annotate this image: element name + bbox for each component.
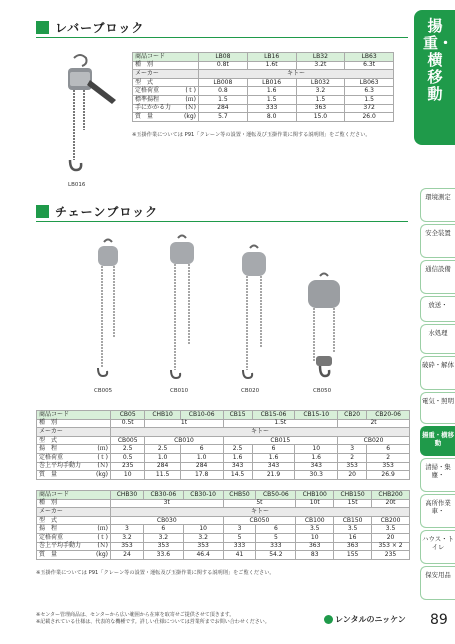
- brand-mark-icon: [324, 615, 333, 624]
- row-label: 定格荷重 (ｔ): [37, 453, 111, 462]
- cell: 1.6: [247, 87, 296, 96]
- cell: 0.8: [199, 87, 248, 96]
- cell: 17.8: [180, 471, 223, 480]
- cell: 6: [143, 525, 183, 534]
- cell: 20: [338, 471, 367, 480]
- cell: 3.2: [143, 533, 183, 542]
- index-item-7-active[interactable]: [420, 426, 455, 456]
- lever-block-photo: [40, 52, 126, 180]
- cell: 5.7: [199, 113, 248, 122]
- cell: CHB150: [334, 491, 372, 500]
- index-item-6[interactable]: [420, 392, 455, 424]
- index-label: 破砕・解体: [422, 361, 454, 369]
- cell: CB30-06: [143, 491, 183, 500]
- index-label: 放送・: [428, 301, 448, 309]
- index-label: 揚重・横移動: [422, 431, 454, 447]
- cell: 2: [338, 453, 367, 462]
- cell: 3.5: [334, 525, 372, 534]
- table-row: [133, 61, 394, 70]
- cell: 20t: [372, 499, 410, 508]
- row-label: 手にかかる力 (Ｎ): [133, 104, 199, 113]
- footer-notes: [36, 612, 270, 626]
- cell: 353: [338, 462, 367, 471]
- photo-caption-cb005: CB005: [94, 388, 113, 394]
- table-row: [37, 436, 410, 445]
- table-row: [37, 419, 410, 428]
- cell: 343: [295, 462, 338, 471]
- cell: キトー: [199, 70, 394, 79]
- type-label: 種 別: [37, 499, 111, 508]
- table-row: [37, 533, 410, 542]
- cell: キトー: [111, 508, 410, 517]
- code-label: 商品コード: [37, 491, 111, 500]
- table-row: [133, 78, 394, 87]
- table-row: [37, 471, 410, 480]
- cell: 21.9: [252, 471, 295, 480]
- cell: 5: [256, 533, 296, 542]
- cell: 15.0: [296, 113, 345, 122]
- index-item-10[interactable]: [420, 530, 455, 564]
- cell: 353: [183, 542, 223, 551]
- chain-block-photo-cb050: [300, 272, 348, 384]
- cell: 30.3: [295, 471, 338, 480]
- cell: LB008: [199, 78, 248, 87]
- table-row: [37, 542, 410, 551]
- table-row: [133, 113, 394, 122]
- cell: 284: [180, 462, 223, 471]
- cell: 83: [296, 551, 334, 560]
- cell: 1.5: [296, 95, 345, 104]
- cell: 2: [367, 453, 410, 462]
- photo-caption-cb050: CB050: [313, 388, 332, 394]
- cell: CB200: [372, 516, 410, 525]
- cell: 343: [223, 462, 252, 471]
- index-label: ハウス・トイレ: [422, 535, 454, 551]
- cell: 33.6: [143, 551, 183, 560]
- index-label: 電気・照明: [422, 397, 454, 405]
- chain-note: ※玉掛作業については P91「クレーン等の設置・運転及び玉掛作業に関する説明則」をご覧ください。: [36, 570, 275, 576]
- cell: 372: [345, 104, 394, 113]
- index-label: 環境測定: [425, 193, 451, 201]
- cell: 1.6: [223, 453, 252, 462]
- cell: CHB50: [223, 491, 256, 500]
- cell: CB05: [111, 411, 145, 420]
- cell: CB15: [223, 411, 252, 420]
- index-item-1[interactable]: [420, 224, 455, 258]
- cell: CHB200: [372, 491, 410, 500]
- cell: 1.0: [145, 453, 180, 462]
- section-header-lever: [36, 20, 408, 36]
- section-header-chain: [36, 204, 408, 220]
- table-row: [37, 508, 410, 517]
- cell: CB20: [338, 411, 367, 420]
- code-label: 商品コード: [37, 411, 111, 420]
- cell: 3: [338, 445, 367, 454]
- index-label: 清掃・集塵・: [425, 463, 451, 479]
- table-row: [133, 70, 394, 79]
- cell: 1.5t: [223, 419, 338, 428]
- cell: CB015: [223, 436, 338, 445]
- cell: 1.6: [295, 453, 338, 462]
- row-label: 巻上平均手動力 (Ｎ): [37, 542, 111, 551]
- chain-spec-table-2: [36, 490, 410, 560]
- cell: 3.5: [372, 525, 410, 534]
- cell: 3.5: [296, 525, 334, 534]
- cell: 343: [252, 462, 295, 471]
- cell: 235: [111, 462, 145, 471]
- cell: 1.5: [247, 95, 296, 104]
- cell: 235: [372, 551, 410, 560]
- table-row: [37, 499, 410, 508]
- chain-spec-table-1: [36, 410, 410, 480]
- cell: 6: [367, 445, 410, 454]
- cell: 6: [180, 445, 223, 454]
- cell: 3: [223, 525, 256, 534]
- index-item-8[interactable]: [420, 458, 455, 492]
- type-label: 種 別: [133, 61, 199, 70]
- cell: LB016: [247, 78, 296, 87]
- cell: 54.2: [256, 551, 296, 560]
- cell: 1.0: [180, 453, 223, 462]
- cell: CB010: [145, 436, 223, 445]
- table-row: [37, 525, 410, 534]
- lever-note: ※玉掛作業については P91「クレーン等の設置・運転及び玉掛作業に関する説明則」をご覧ください。: [132, 132, 371, 138]
- cell: 26.9: [367, 471, 410, 480]
- cell: 2.5: [145, 445, 180, 454]
- cell: 24: [111, 551, 144, 560]
- cell: 41: [223, 551, 256, 560]
- cell: 6.3t: [345, 61, 394, 70]
- index-item-9[interactable]: [420, 494, 455, 528]
- cell: 363: [296, 104, 345, 113]
- cell: 1.6t: [247, 61, 296, 70]
- cell: 26.0: [345, 113, 394, 122]
- cell: LB32: [296, 53, 345, 62]
- cell: 2.5: [111, 445, 145, 454]
- cell: 11.5: [145, 471, 180, 480]
- cell: 1t: [145, 419, 223, 428]
- cell: CHB100: [296, 491, 334, 500]
- cell: CB15-10: [295, 411, 338, 420]
- cell: 46.4: [183, 551, 223, 560]
- section-title-chain: チェーンブロック: [55, 205, 159, 219]
- page-number: 89: [430, 612, 448, 628]
- model-label: 型 式: [37, 516, 111, 525]
- table-row: [133, 104, 394, 113]
- index-label: 通信設備: [425, 265, 451, 273]
- cell: 363: [296, 542, 334, 551]
- brand-logo: [324, 614, 406, 625]
- row-label: 巻上平均手動力 (Ｎ): [37, 462, 111, 471]
- cell: 1.5: [345, 95, 394, 104]
- section-rule: [36, 221, 408, 222]
- footer-note-2: ※記載されている仕様は、代表的な機種です。詳しい仕様については営業所までお問い合わせください。: [36, 619, 270, 625]
- table-row: [133, 53, 394, 62]
- cell: 353: [143, 542, 183, 551]
- cell: 333: [223, 542, 256, 551]
- section-marker: [36, 21, 49, 34]
- cell: 6.3: [345, 87, 394, 96]
- cell: CB15-06: [252, 411, 295, 420]
- cell: 3t: [111, 499, 224, 508]
- table-row: [37, 551, 410, 560]
- index-label: 安全装置: [425, 229, 451, 237]
- cell: 333: [256, 542, 296, 551]
- cell: CB100: [296, 516, 334, 525]
- cell: 10: [296, 533, 334, 542]
- cell: キトー: [111, 428, 410, 437]
- lever-spec-table: [132, 52, 394, 122]
- category-tab-top: [414, 10, 455, 145]
- cell: 353: [111, 542, 144, 551]
- cell: CB150: [334, 516, 372, 525]
- cell: LB63: [345, 53, 394, 62]
- cell: 5: [223, 533, 256, 542]
- cell: CB30-10: [183, 491, 223, 500]
- index-item-2[interactable]: [420, 260, 455, 294]
- cell: 16: [334, 533, 372, 542]
- cell: 3.2: [296, 87, 345, 96]
- cell: 15t: [334, 499, 372, 508]
- cell: 5t: [223, 499, 296, 508]
- cell: CB50-06: [256, 491, 296, 500]
- cell: 333: [247, 104, 296, 113]
- code-label: 商品コード: [133, 53, 199, 62]
- cell: CB20-06: [367, 411, 410, 420]
- cell: 3.2t: [296, 61, 345, 70]
- table-row: [37, 462, 410, 471]
- table-row: [37, 445, 410, 454]
- table-row: [37, 453, 410, 462]
- row-label: 揚 程 (ｍ): [37, 445, 111, 454]
- cell: 2.5: [223, 445, 252, 454]
- cell: CB005: [111, 436, 145, 445]
- row-label: 質 量 (kg): [37, 471, 111, 480]
- lever-photo-caption: LB016: [68, 182, 86, 188]
- cell: LB063: [345, 78, 394, 87]
- brand-name: レンタルのニッケン: [335, 615, 406, 624]
- cell: 0.5t: [111, 419, 145, 428]
- maker-label: メーカー: [37, 428, 111, 437]
- cell: 284: [199, 104, 248, 113]
- cell: LB08: [199, 53, 248, 62]
- table-row: [37, 491, 410, 500]
- row-label: 揚 程 (ｍ): [37, 525, 111, 534]
- chain-block-photo-cb010: [162, 234, 202, 384]
- chain-block-photo-cb005: [88, 238, 128, 384]
- row-label: 質 量 (kg): [133, 113, 199, 122]
- cell: CB020: [338, 436, 410, 445]
- cell: 14.5: [223, 471, 252, 480]
- row-label: 質 量 (kg): [37, 551, 111, 560]
- cell: 8.0: [247, 113, 296, 122]
- cell: 3.2: [183, 533, 223, 542]
- cell: 20: [372, 533, 410, 542]
- cell: 1.6: [252, 453, 295, 462]
- row-label: 標準揚程 (ｍ): [133, 95, 199, 104]
- index-label: 高所作業車・: [425, 499, 451, 515]
- table-row: [133, 95, 394, 104]
- chain-block-photo-cb020: [234, 244, 274, 384]
- index-item-0[interactable]: [420, 188, 455, 222]
- cell: 10: [111, 471, 145, 480]
- section-rule: [36, 37, 408, 38]
- cell: 0.5: [111, 453, 145, 462]
- cell: CB050: [223, 516, 296, 525]
- photo-caption-cb020: CB020: [241, 388, 260, 394]
- cell: LB16: [247, 53, 296, 62]
- cell: 353: [367, 462, 410, 471]
- cell: 6: [256, 525, 296, 534]
- index-item-4[interactable]: [420, 324, 455, 354]
- type-label: 種 別: [37, 419, 111, 428]
- index-label: 水処理: [428, 329, 448, 337]
- cell: 363: [334, 542, 372, 551]
- cell: 284: [145, 462, 180, 471]
- index-item-5[interactable]: [420, 356, 455, 390]
- row-label: 定格荷重 (ｔ): [37, 533, 111, 542]
- cell: 10: [183, 525, 223, 534]
- cell: 1.5: [199, 95, 248, 104]
- cell: 3.2: [111, 533, 144, 542]
- section-marker: [36, 205, 49, 218]
- model-label: 型 式: [133, 78, 199, 87]
- cell: CHB10: [145, 411, 180, 420]
- footer-note-1: ※センター管理商品は、センターから広い範囲から在庫を取寄せご提供させて頂きます。: [36, 612, 235, 618]
- index-item-3[interactable]: [420, 296, 455, 322]
- cell: CB030: [111, 516, 224, 525]
- cell: 3: [111, 525, 144, 534]
- table-row: [37, 428, 410, 437]
- cell: CB10-06: [180, 411, 223, 420]
- cell: 0.8t: [199, 61, 248, 70]
- model-label: 型 式: [37, 436, 111, 445]
- cell: 10: [295, 445, 338, 454]
- index-item-11[interactable]: [420, 566, 455, 600]
- row-label: 定格荷重 (ｔ): [133, 87, 199, 96]
- cell: 10t: [296, 499, 334, 508]
- cell: 2t: [338, 419, 410, 428]
- index-label: 保安用品: [425, 571, 451, 579]
- maker-label: メーカー: [37, 508, 111, 517]
- section-title-lever: レバーブロック: [55, 21, 145, 35]
- table-row: [37, 516, 410, 525]
- cell: 353 × 2: [372, 542, 410, 551]
- photo-caption-cb010: CB010: [170, 388, 189, 394]
- maker-label: メーカー: [133, 70, 199, 79]
- table-row: [37, 411, 410, 420]
- cell: 155: [334, 551, 372, 560]
- cell: CHB30: [111, 491, 144, 500]
- category-tab-title: 揚重・横移動: [423, 17, 454, 103]
- cell: 6: [252, 445, 295, 454]
- cell: LB032: [296, 78, 345, 87]
- table-row: [133, 87, 394, 96]
